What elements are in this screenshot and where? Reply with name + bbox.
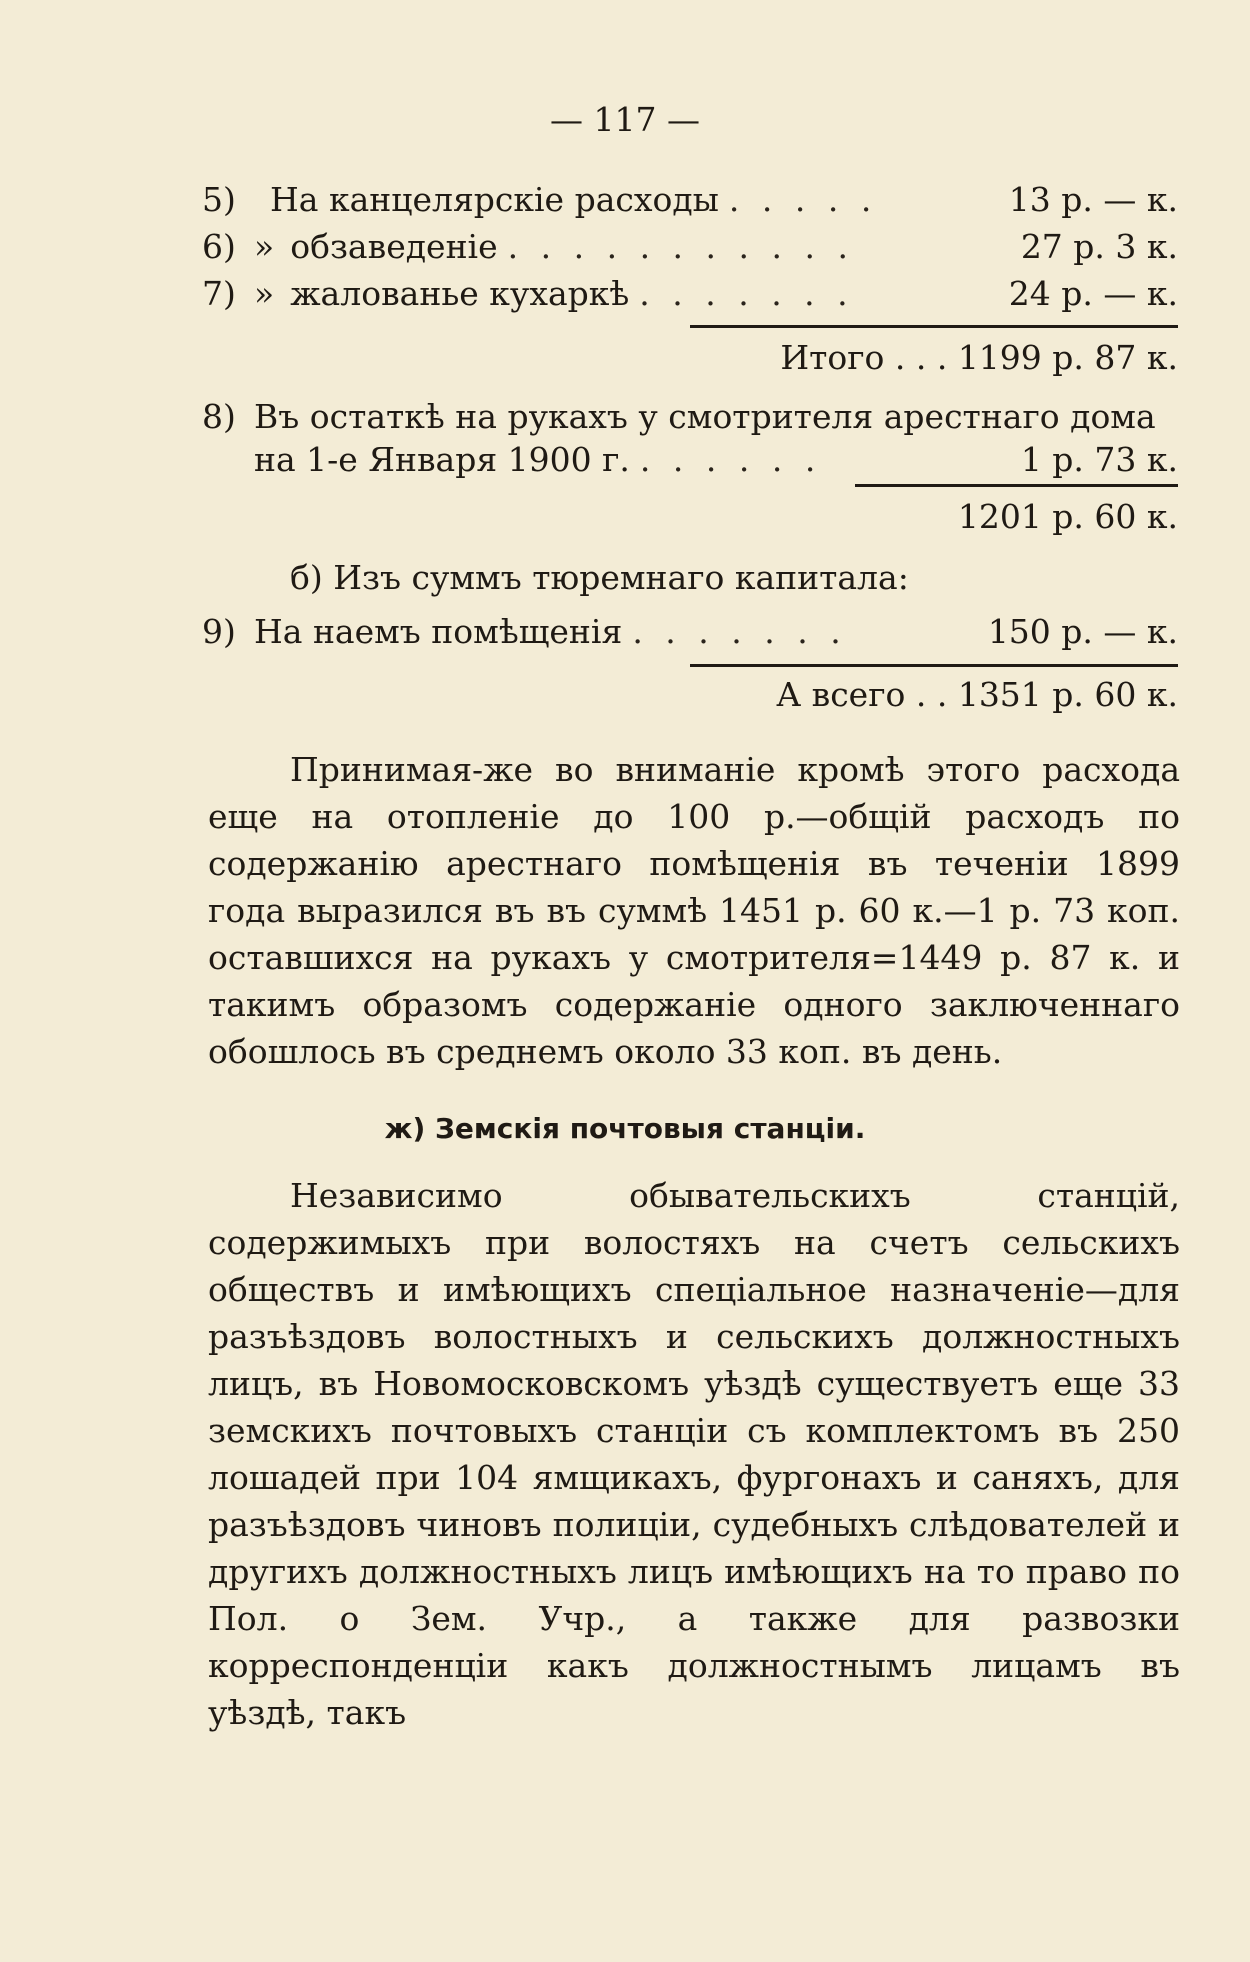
item-label: жалованье кухаркѣ <box>290 274 630 313</box>
stations-paragraph <box>208 1172 1180 1736</box>
leader-dots: . . . . . . . <box>632 612 847 651</box>
item-label: обзаведеніе <box>290 227 498 266</box>
expense-row <box>202 180 1178 226</box>
item-amount: 150 р. — к. <box>987 612 1178 651</box>
expense-row <box>202 612 1178 658</box>
total-with-remainder: 1201 р. 60 к. <box>957 497 1178 536</box>
item-number: 8) <box>202 397 236 436</box>
grand-total: А всего . . 1351 р. 60 к. <box>776 675 1178 714</box>
ditto-mark: » <box>254 274 275 313</box>
item-number: 6) <box>202 227 236 266</box>
page-number: — 117 — <box>550 100 700 139</box>
leader-dots: . . . . . <box>728 180 878 219</box>
capital-subheading: б) Изъ суммъ тюремнаго капитала: <box>290 558 909 597</box>
sum-rule <box>690 664 1178 667</box>
leader-dots: . . . . . . <box>639 440 822 479</box>
section-heading: ж) Земскія почтовыя станціи. <box>384 1112 866 1145</box>
item-label: На наемъ помѣщенія <box>254 612 623 651</box>
item-label: На канцелярскіе расходы <box>270 180 719 219</box>
sum-rule <box>855 484 1178 487</box>
item-amount: 24 р. — к. <box>1008 274 1178 313</box>
item8-line1 <box>202 397 1178 443</box>
expense-row <box>202 274 1178 320</box>
expense-row <box>202 227 1178 273</box>
item-number: 5) <box>202 180 236 219</box>
ditto-mark: » <box>254 227 275 266</box>
item-label: Въ остаткѣ на рукахъ у смотрителя арестнаго дома <box>254 397 1156 436</box>
item-number: 7) <box>202 274 236 313</box>
item-amount: 1 р. 73 к. <box>1020 440 1178 479</box>
item8-line2 <box>254 440 1178 486</box>
leader-dots: . . . . . . . <box>639 274 854 313</box>
paragraph-text: Принимая-же во вниманіе кромѣ этого расхода еще на отопленіе до 100 р.—общій расходъ по содержанію арестнаго помѣщенія въ теченіи 1899 года выразился въ въ суммѣ 1451 р. 60 к.—1 р. 73 коп. оставшихся на рукахъ у смотрителя=1449 р. 87 к. и такимъ образомъ содержаніе одного заключеннаго обошлось въ среднемъ около 33 коп. въ день. <box>208 750 1180 1071</box>
item-amount: 27 р. 3 к. <box>1020 227 1178 266</box>
leader-dots: . . . . . . . . . . . <box>507 227 854 266</box>
paragraph-text: Независимо обывательскихъ станцій, содержимыхъ при волостяхъ на счетъ сельскихъ обществъ и имѣющихъ спеціальное назначеніе—для разъѣздовъ волостныхъ и сельскихъ должностныхъ лицъ, въ Новомосковскомъ уѣздѣ существуетъ еще 33 земскихъ почтовыхъ станціи съ комплектомъ въ 250 лошадей при 104 ямщикахъ, фургонахъ и саняхъ, для разъѣздовъ чиновъ полиціи, судебныхъ слѣдователей и другихъ должностныхъ лицъ имѣющихъ на то право по Пол. о Зем. Учр., а также для развозки корреспонденціи какъ должностнымъ лицамъ въ уѣздѣ, такъ <box>208 1176 1180 1732</box>
item-amount: 13 р. — к. <box>1008 180 1178 219</box>
summary-paragraph <box>208 746 1180 1075</box>
sum-rule <box>690 325 1178 328</box>
subtotal: Итого . . . 1199 р. 87 к. <box>780 338 1178 377</box>
item-number: 9) <box>202 612 236 651</box>
item-label: на 1-е Января 1900 г. <box>254 440 630 479</box>
